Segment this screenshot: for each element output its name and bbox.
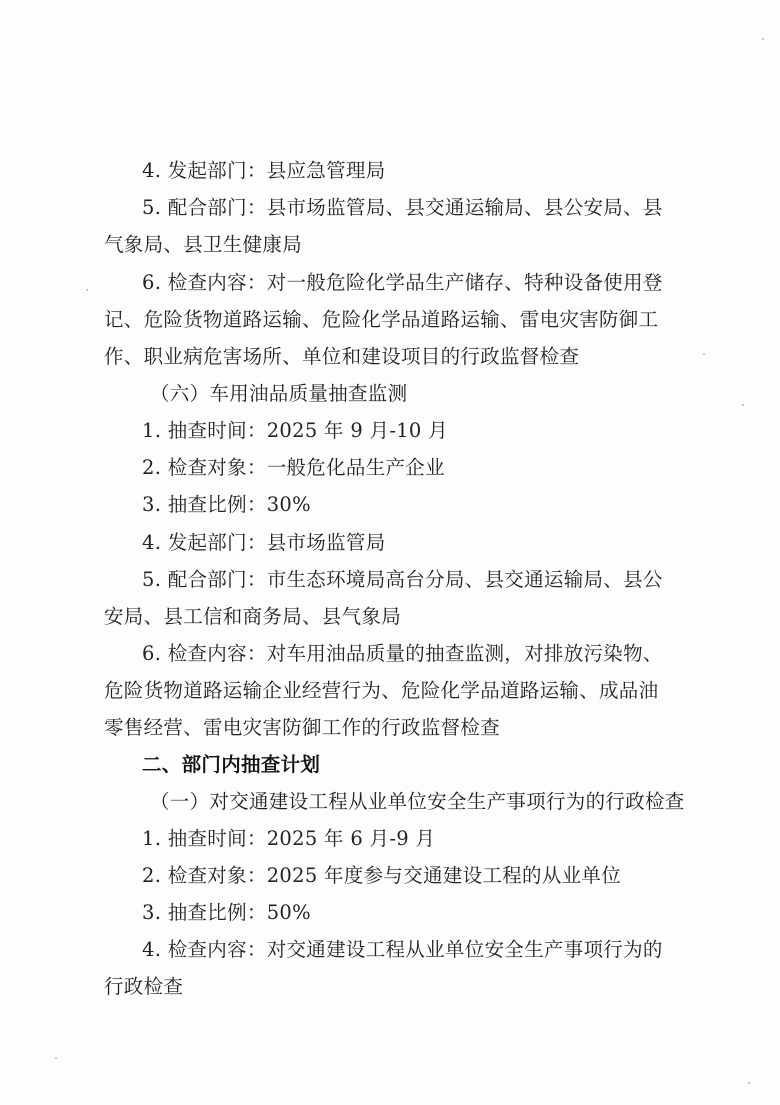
inspection-content-continuation-2: 作、职业病危害场所、单位和建设项目的行政监督检查 xyxy=(104,345,580,368)
scan-speck xyxy=(742,404,744,406)
cooperating-departments-continuation-2: 安局、县工信和商务局、县气象局 xyxy=(104,605,402,628)
scan-speck xyxy=(55,1057,57,1059)
inspection-content-line-3: 4. 检查内容：对交通建设工程从业单位安全生产事项行为的 xyxy=(142,938,663,961)
section-two-heading: 二、部门内抽查计划 xyxy=(142,753,321,776)
initiating-department-line-2: 4. 发起部门：县市场监管局 xyxy=(142,531,386,554)
inspection-content-continuation-1: 记、危险货物道路运输、危险化学品道路运输、雷电灾害防御工 xyxy=(104,308,659,331)
scan-speck xyxy=(86,289,88,291)
cooperating-departments-continuation: 气象局、县卫生健康局 xyxy=(104,233,303,256)
inspection-content-continuation-3: 危险货物道路运输企业经营行为、危险化学品道路运输、成品油 xyxy=(104,679,659,702)
subsection-one-heading: （一）对交通建设工程从业单位安全生产事项行为的行政检查 xyxy=(150,790,685,813)
inspection-content-continuation-5: 行政检查 xyxy=(104,975,184,998)
inspection-time-line: 1. 抽查时间：2025 年 9 月-10 月 xyxy=(142,419,448,442)
scan-speck xyxy=(748,1082,750,1084)
inspection-content-line: 6. 检查内容：对一般危险化学品生产储存、特种设备使用登 xyxy=(142,271,663,294)
inspection-target-line: 2. 检查对象：一般危化品生产企业 xyxy=(142,456,445,479)
section-six-heading: （六）车用油品质量抽查监测 xyxy=(150,382,408,405)
cooperating-departments-line: 5. 配合部门：县市场监管局、县交通运输局、县公安局、县 xyxy=(142,196,663,219)
scan-speck xyxy=(762,38,764,40)
inspection-content-continuation-4: 零售经营、雷电灾害防御工作的行政监督检查 xyxy=(104,716,501,739)
initiating-department-line: 4. 发起部门：县应急管理局 xyxy=(142,159,386,182)
inspection-ratio-line-2: 3. 抽查比例：50% xyxy=(142,901,311,924)
inspection-time-line-2: 1. 抽查时间：2025 年 6 月-9 月 xyxy=(142,827,436,850)
inspection-content-line-2: 6. 检查内容：对车用油品质量的抽查监测，对排放污染物、 xyxy=(142,642,663,665)
scan-speck xyxy=(703,353,705,355)
inspection-ratio-line: 3. 抽查比例：30% xyxy=(142,493,311,516)
inspection-target-line-2: 2. 检查对象：2025 年度参与交通建设工程的从业单位 xyxy=(142,864,622,887)
cooperating-departments-line-2: 5. 配合部门：市生态环境局高台分局、县交通运输局、县公 xyxy=(142,568,663,591)
